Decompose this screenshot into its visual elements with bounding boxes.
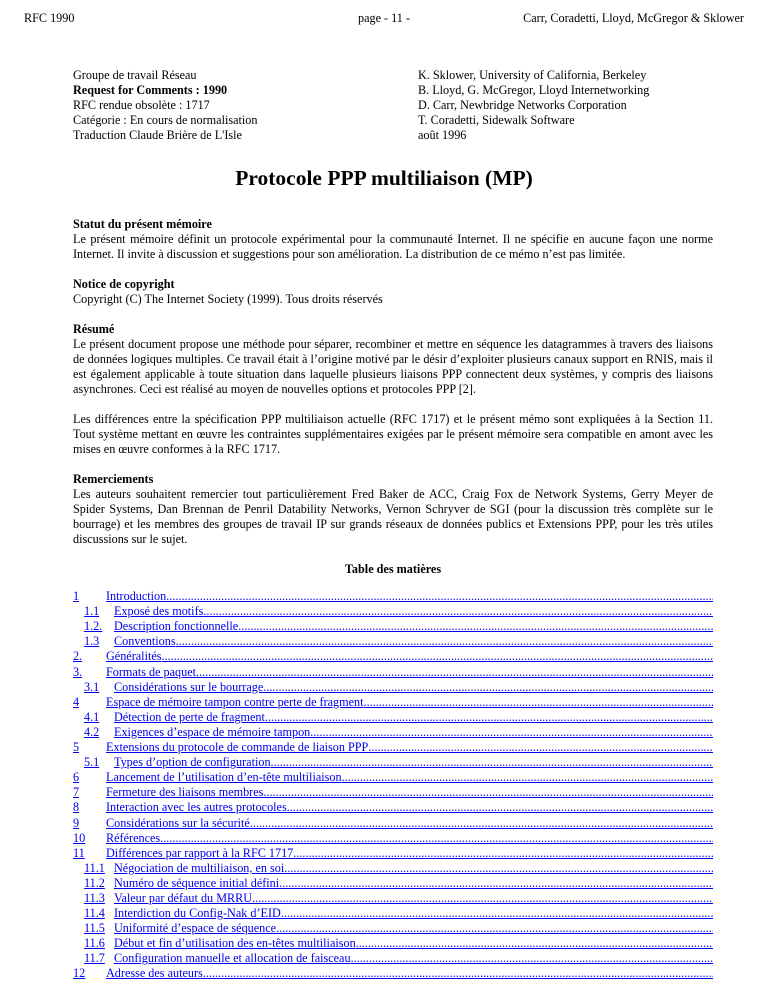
toc-number: 11.1 — [84, 860, 105, 875]
toc-entry-title: Différences par rapport à la RFC 1717 — [106, 845, 294, 860]
rfc-metadata-left — [73, 68, 257, 143]
toc-link[interactable] — [73, 966, 713, 981]
toc-entry-title: Numéro de séquence initial défini — [114, 875, 280, 890]
abstract-paragraph: Le présent document propose une méthode pour séparer, recombiner et mettre en séquence les datagrammes à travers des liaisons de données logiques multiples. Ce travail était à l’origine motivé par le désir d’exploiter plusieurs canaux support en RNIS, mais il est également applicable à toute situation dans laquelle plusieurs liaisons PPP connectent deux systèmes, y compris des liaisons asynchrones. Ceci est réalisé au moyen de nouvelles options et protocoles PPP [2]. — [73, 337, 713, 396]
toc-leader-dots — [351, 951, 713, 966]
toc-link[interactable] — [84, 755, 713, 770]
toc-number: 11.6 — [84, 936, 105, 951]
toc-entry-title: Considérations sur la sécurité — [106, 815, 250, 830]
toc-link[interactable] — [84, 951, 713, 966]
toc-number: 11.2 — [84, 875, 105, 890]
toc-entry-title: Lancement de l’utilisation d’en-tête multiliaison — [106, 770, 342, 785]
toc-leader-dots — [166, 589, 713, 604]
copyright-paragraph: Copyright (C) The Internet Society (1999). Tous droits réservés — [73, 292, 383, 306]
toc-number: 11.5 — [84, 921, 105, 936]
toc-link[interactable] — [73, 770, 713, 785]
running-header — [24, 11, 744, 27]
toc-leader-dots — [176, 634, 713, 649]
toc-link[interactable] — [73, 664, 713, 679]
acknowledgements-heading: Remerciements — [73, 472, 154, 486]
toc-entry-title: Description fonctionnelle — [114, 619, 239, 634]
toc-entry-title: Uniformité d’espace de séquence — [114, 921, 277, 936]
toc-entry-title: Considérations sur le bourrage — [114, 679, 264, 694]
toc-link[interactable] — [84, 619, 713, 634]
toc-leader-dots — [252, 891, 713, 906]
acknowledgements-paragraph: Les auteurs souhaitent remercier tout particulièrement Fred Baker de ACC, Craig Fox de Network Systems, Gerry Meyer de Spider Systems, Dan Brennan de Penril Datability Networks, Vernon Schryver de SGI (pour la discussion très complète sur le bourrage) et les membres des groupes de travail IP sur grands réseaux de données publics et Extensions PPP, pour les très utiles discussions sur le sujet. — [73, 487, 713, 546]
toc-number: 5.1 — [84, 755, 100, 770]
toc-leader-dots — [287, 800, 713, 815]
working-group: Groupe de travail Réseau — [73, 68, 197, 82]
toc-leader-dots — [265, 710, 713, 725]
toc-link[interactable] — [84, 604, 713, 619]
toc-link[interactable] — [84, 936, 713, 951]
toc-entry-title: Négociation de multiliaison, en soi — [114, 860, 285, 875]
toc-number: 10 — [73, 830, 86, 845]
toc-link[interactable] — [73, 740, 713, 755]
toc-entry-title: Types d’option de configuration — [114, 755, 271, 770]
author-line: K. Sklower, University of California, Berkeley — [418, 68, 647, 82]
toc-number: 4.1 — [84, 709, 100, 724]
abstract-paragraph-2: Les différences entre la spécification PPP multiliaison actuelle (RFC 1717) et le présent mémo sont expliquées à la Section 11. Tout système mettant en œuvre les contraintes supplémentaires exigées par le présent mémoire sera compatible en amont avec les mises en œuvre conformes à la RFC 1717. — [73, 412, 713, 456]
toc-leader-dots — [271, 755, 713, 770]
toc-number: 1.2. — [84, 619, 103, 634]
document-body — [73, 217, 713, 981]
toc-leader-dots — [238, 619, 713, 634]
toc-entry-title: Interaction avec les autres protocoles — [106, 800, 287, 815]
toc-leader-dots — [342, 770, 713, 785]
obsoletes: RFC rendue obsolète : 1717 — [73, 98, 210, 112]
toc-link[interactable] — [84, 725, 713, 740]
toc-entry-title: Extensions du protocole de commande de liaison PPP — [106, 740, 369, 755]
toc-link[interactable] — [84, 891, 713, 906]
toc-link[interactable] — [73, 800, 713, 815]
author-line: D. Carr, Newbridge Networks Corporation — [418, 98, 627, 112]
header-page-number: page - 11 - — [358, 11, 410, 25]
toc-number: 1 — [73, 589, 80, 604]
toc-leader-dots — [162, 649, 714, 664]
publication-date: août 1996 — [418, 128, 467, 142]
toc-entry-title: Interdiction du Config-Nak d’EID — [114, 906, 281, 921]
toc-entry-title: Fermeture des liaisons membres — [106, 785, 264, 800]
toc-entry-title: Exigences d’espace de mémoire tampon — [114, 724, 311, 739]
toc-entry-title: Exposé des motifs — [114, 604, 204, 619]
toc-number: 11.7 — [84, 951, 105, 966]
toc-leader-dots — [356, 936, 713, 951]
toc-leader-dots — [310, 725, 713, 740]
toc-number: 4.2 — [84, 724, 100, 739]
toc-leader-dots — [250, 816, 713, 831]
toc-link[interactable] — [84, 861, 713, 876]
toc-entry-title: Introduction — [106, 589, 167, 604]
toc-entry-title: Espace de mémoire tampon contre perte de fragment — [106, 694, 364, 709]
toc-number: 9 — [73, 815, 80, 830]
toc-number: 1.3 — [84, 634, 100, 649]
toc-number: 6 — [73, 770, 80, 785]
toc-entry-title: Formats de paquet — [106, 664, 197, 679]
toc-link[interactable] — [73, 831, 713, 846]
abstract-heading: Résumé — [73, 322, 115, 336]
toc-leader-dots — [160, 831, 713, 846]
toc-link[interactable] — [84, 634, 713, 649]
toc-leader-dots — [196, 665, 713, 680]
toc-leader-dots — [279, 876, 713, 891]
toc-entry-title: Conventions — [114, 634, 176, 649]
header-authors: Carr, Coradetti, Lloyd, McGregor & Sklower — [523, 11, 744, 25]
toc-entry-title: Généralités — [106, 649, 162, 664]
toc-link[interactable] — [73, 785, 713, 800]
toc-number: 2. — [73, 649, 83, 664]
toc-number: 8 — [73, 800, 80, 815]
toc-entry-title: Valeur par défaut du MRRU — [114, 890, 253, 905]
toc-leader-dots — [293, 846, 713, 861]
toc-number: 1.1 — [84, 604, 100, 619]
toc-leader-dots — [263, 785, 713, 800]
toc-number: 11 — [73, 845, 85, 860]
toc-link[interactable] — [73, 649, 713, 664]
translator: Traduction Claude Brière de L'Isle — [73, 128, 242, 142]
toc-entry-title: Début et fin d’utilisation des en-têtes multiliaison — [114, 936, 356, 951]
toc-title: Table des matières — [344, 562, 442, 576]
rfc-metadata-right — [418, 68, 649, 143]
toc-number: 3.1 — [84, 679, 100, 694]
toc-link[interactable] — [84, 710, 713, 725]
table-of-contents — [73, 589, 713, 981]
toc-link[interactable] — [73, 589, 713, 604]
toc-leader-dots — [364, 695, 713, 710]
toc-number: 5 — [73, 740, 80, 755]
toc-entry-title: Configuration manuelle et allocation de faisceau — [114, 951, 351, 966]
toc-link[interactable] — [84, 906, 713, 921]
toc-number: 12 — [73, 966, 86, 981]
toc-leader-dots — [284, 861, 713, 876]
toc-entry-title: Adresse des auteurs — [106, 966, 203, 981]
copyright-heading: Notice de copyright — [73, 277, 175, 291]
author-line: B. Lloyd, G. McGregor, Lloyd Internetworking — [418, 83, 650, 97]
toc-number: 11.3 — [84, 890, 105, 905]
toc-leader-dots — [368, 740, 713, 755]
toc-number: 7 — [73, 785, 80, 800]
toc-leader-dots — [263, 680, 713, 695]
toc-number: 3. — [73, 664, 83, 679]
toc-leader-dots — [276, 921, 713, 936]
document-title: Protocole PPP multiliaison (MP) — [235, 166, 533, 190]
toc-link[interactable] — [73, 846, 713, 861]
status-paragraph: Le présent mémoire définit un protocole expérimental pour la communauté Internet. Il ne spécifie en aucune façon une norme Internet. Il invite à discussion et suggestions pour son amélioration. La distribution de ce mémo n’est pas limitée. — [73, 232, 713, 261]
toc-entry-title: Références — [106, 830, 161, 845]
toc-number: 11.4 — [84, 906, 105, 921]
toc-link[interactable] — [84, 680, 713, 695]
toc-link[interactable] — [73, 815, 713, 830]
rfc-number: Request for Comments : 1990 — [73, 83, 228, 97]
toc-link[interactable] — [84, 876, 713, 891]
toc-leader-dots — [203, 966, 713, 981]
toc-link[interactable] — [73, 695, 713, 710]
toc-leader-dots — [203, 604, 713, 619]
toc-entry-title: Détection de perte de fragment — [114, 709, 265, 724]
category: Catégorie : En cours de normalisation — [73, 113, 258, 127]
author-line: T. Coradetti, Sidewalk Software — [418, 113, 575, 127]
toc-number: 4 — [73, 694, 80, 709]
status-heading: Statut du présent mémoire — [73, 217, 212, 231]
toc-leader-dots — [281, 906, 713, 921]
toc-link[interactable] — [84, 921, 713, 936]
header-rfc-number: RFC 1990 — [24, 11, 75, 25]
